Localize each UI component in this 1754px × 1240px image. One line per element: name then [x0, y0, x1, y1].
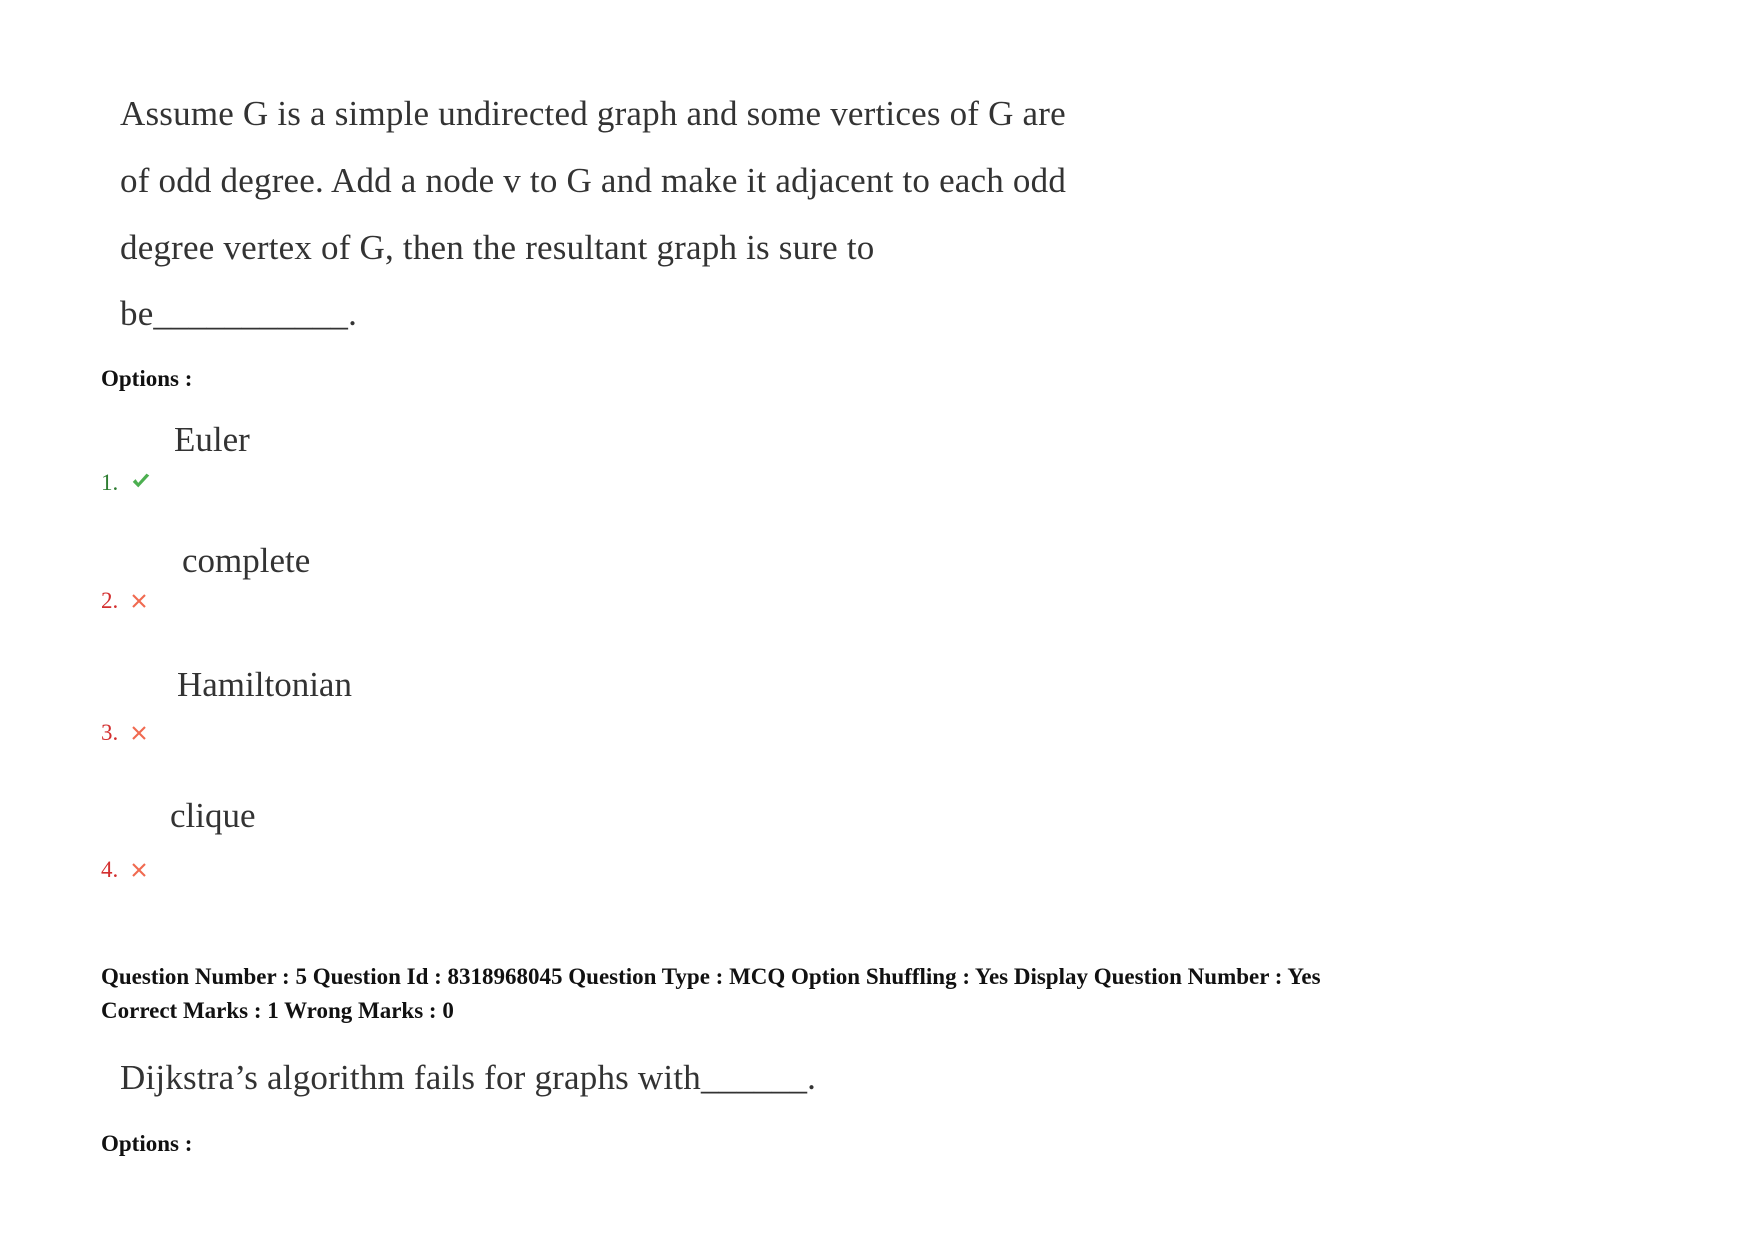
check-icon — [130, 470, 152, 492]
question-text-line-3: degree vertex of G, then the resultant graph is sure to — [120, 228, 875, 267]
question-5-text: Dijkstra’s algorithm fails for graphs with______. — [120, 1058, 817, 1097]
question-text-line-1: Assume G is a simple undirected graph and some vertices of G are — [120, 94, 1066, 133]
option-2-text: complete — [182, 541, 311, 580]
cross-icon — [130, 592, 148, 610]
option-4-number — [101, 857, 148, 883]
cross-icon — [130, 724, 148, 742]
options-label: Options : — [101, 366, 193, 391]
question-text-line-2: of odd degree. Add a node v to G and make it adjacent to each odd — [120, 161, 1067, 200]
question-meta-line-1: Question Number : 5 Question Id : 8318968045 Question Type : MCQ Option Shuffling : Yes Display Question Number : Yes — [101, 964, 1321, 989]
options-label-q5: Options : — [101, 1131, 193, 1156]
option-2-number-label: 2. — [101, 588, 119, 613]
option-4-text: clique — [170, 796, 256, 835]
option-1-number-label: 1. — [101, 470, 119, 495]
option-1-number — [101, 470, 152, 496]
option-3-text: Hamiltonian — [177, 665, 352, 704]
question-meta-line-2: Correct Marks : 1 Wrong Marks : 0 — [101, 998, 454, 1023]
option-4-number-label: 4. — [101, 857, 119, 882]
option-3-number-label: 3. — [101, 720, 119, 745]
option-2-number — [101, 588, 148, 614]
question-text-line-4: be___________. — [120, 294, 358, 333]
option-3-number — [101, 720, 148, 746]
option-1-text: Euler — [174, 420, 250, 459]
cross-icon — [130, 861, 148, 879]
